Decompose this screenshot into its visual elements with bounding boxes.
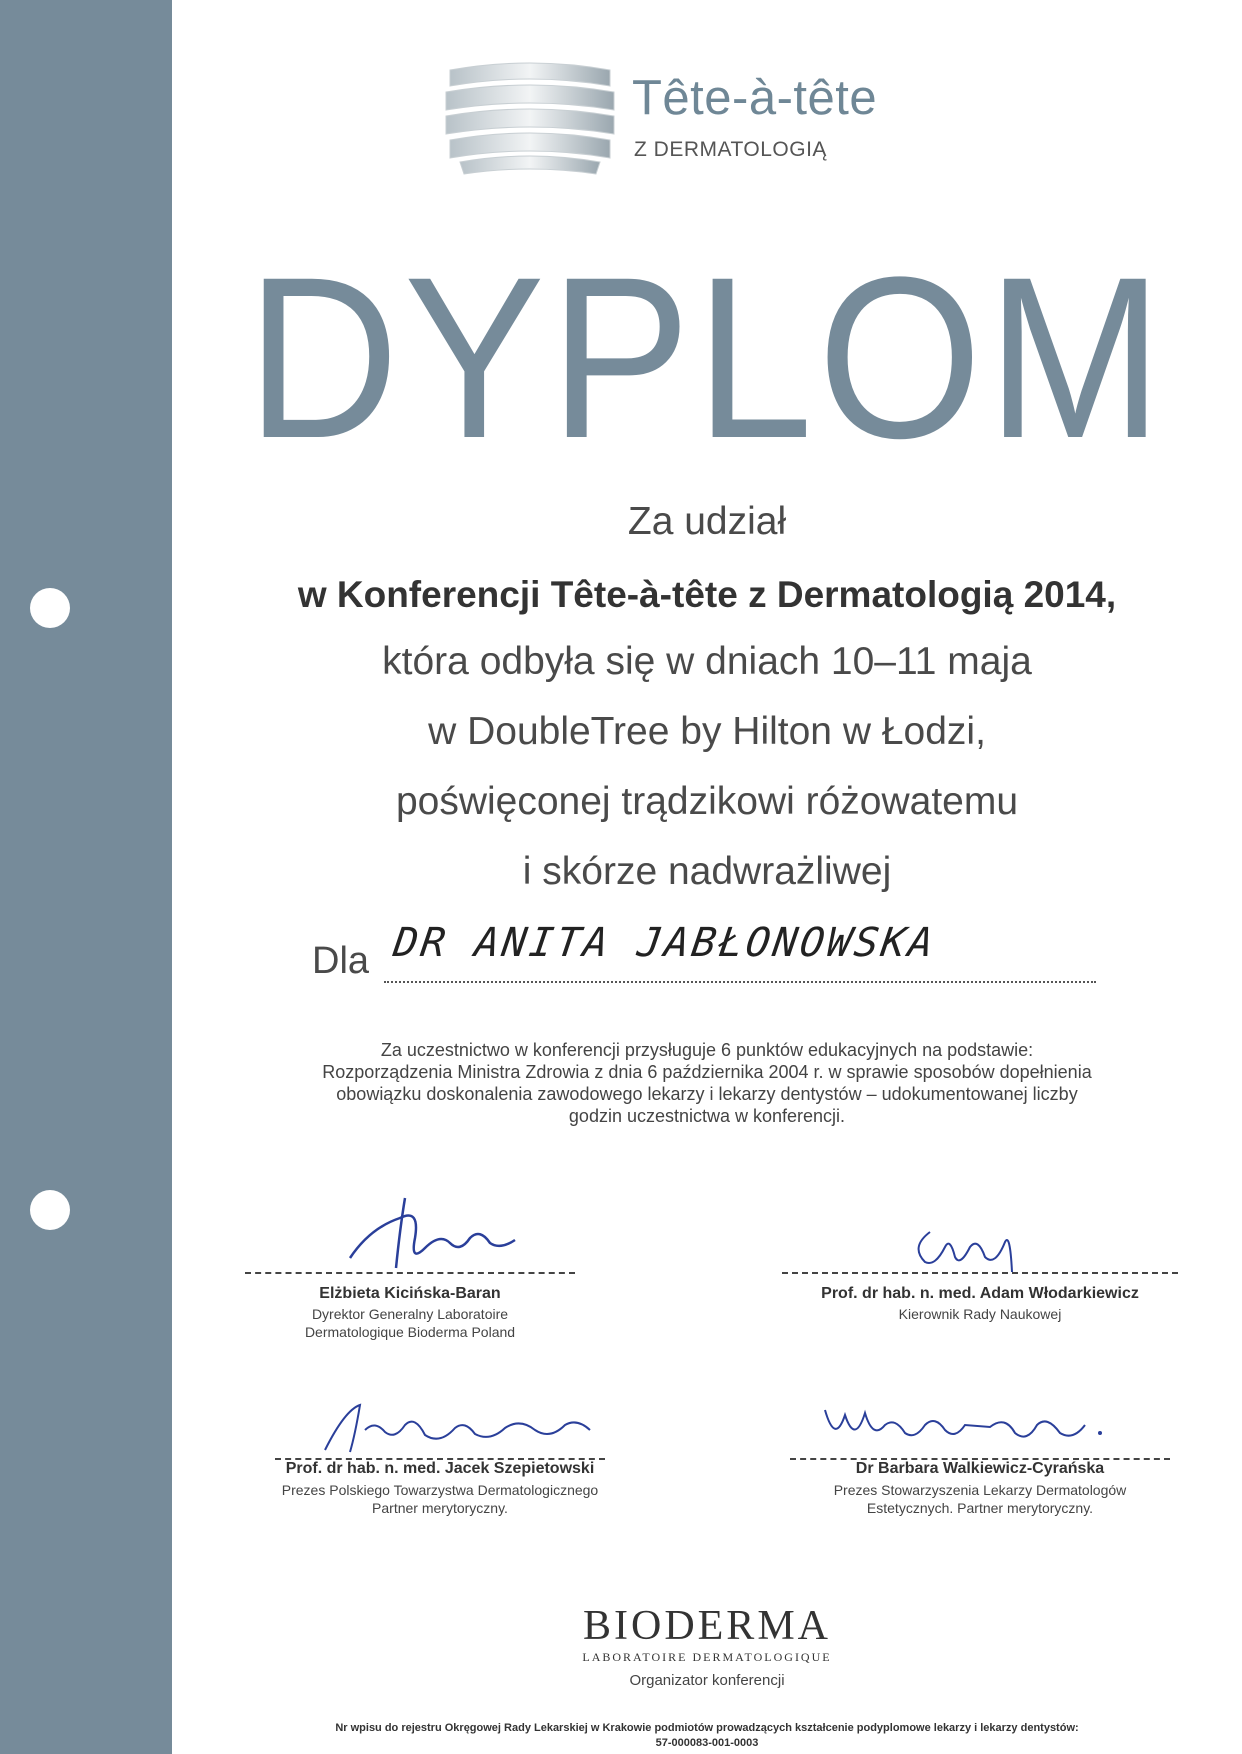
signature-line	[245, 1272, 575, 1274]
signature-szepietowski	[315, 1390, 615, 1460]
recipient-row	[312, 920, 1112, 988]
body-line-1: Za udział	[627, 500, 787, 543]
footer-registry-number: 57-000083-001-0003	[655, 1737, 759, 1749]
signatory-role: Dermatologique Bioderma Poland	[304, 1324, 516, 1340]
recipient-dotted-line	[384, 981, 1096, 983]
conference-name: w Konferencji Tête-à-tête z Dermatologią 2014,	[297, 574, 1117, 615]
logo-subtitle: Z DERMATOLOGIĄ	[634, 138, 827, 161]
signature-kicinska	[330, 1188, 530, 1273]
signatory-name: Dr Barbara Walkiewicz-Cyrańska	[855, 1460, 1105, 1477]
body-line-6: i skórze nadwrażliwej	[522, 850, 892, 893]
side-stripe	[0, 0, 172, 1754]
body-line-5: poświęconej trądzikowi różowatemu	[395, 780, 1019, 823]
signature-walkiewicz	[815, 1395, 1115, 1455]
signatory-role: Dyrektor Generalny Laboratoire	[311, 1306, 509, 1322]
note-line-4: godzin uczestnictwa w konferencji.	[568, 1106, 846, 1126]
signatory-name: Elżbieta Kicińska-Baran	[319, 1285, 501, 1302]
footer-registry-text: Nr wpisu do rejestru Okręgowej Rady Lekarskiej w Krakowie podmiotów prowadzących kształcenie podyplomowe lekarzy i lekarzy dentystów:	[335, 1722, 1079, 1734]
signatory-role: Prezes Stowarzyszenia Lekarzy Dermatologów	[833, 1482, 1127, 1498]
binder-hole	[30, 588, 70, 628]
logo-title: Tête-à-tête	[632, 71, 878, 125]
body-line-4: w DoubleTree by Hilton w Łodzi,	[428, 710, 986, 753]
recipient-label: Dla	[312, 940, 370, 982]
bioderma-tagline: LABORATOIRE DERMATOLOGIQUE	[582, 1650, 832, 1664]
signatory-name: Prof. dr hab. n. med. Adam Włodarkiewicz	[821, 1285, 1139, 1302]
bioderma-logo: BIODERMA	[582, 1603, 831, 1649]
conference-logo	[440, 58, 960, 178]
note-line-3: obowiązku doskonalenia zawodowego lekarzy i lekarzy dentystów – udokumentowanej liczby	[336, 1084, 1078, 1104]
diploma-title: DYPLOM	[246, 229, 1168, 486]
binder-hole	[30, 1190, 70, 1230]
signatory-role: Prezes Polskiego Towarzystwa Dermatologicznego	[281, 1482, 599, 1498]
note-line-1: Za uczestnictwo w konferencji przysługuje 6 punktów edukacyjnych na podstawie:	[380, 1040, 1034, 1060]
body-line-3: która odbyła się w dniach 10–11 maja	[382, 640, 1032, 683]
organizer-label: Organizator konferencji	[629, 1672, 785, 1689]
signatory-role: Estetycznych. Partner merytoryczny.	[866, 1500, 1094, 1516]
signatory-role: Partner merytoryczny.	[372, 1500, 508, 1516]
signatory-name: Prof. dr hab. n. med. Jacek Szepietowski	[285, 1460, 595, 1477]
recipient-name: DR ANITA JABŁONOWSKA	[390, 920, 939, 966]
spiral-logo-icon	[440, 58, 620, 178]
signature-line	[782, 1272, 1178, 1274]
note-line-2: Rozporządzenia Ministra Zdrowia z dnia 6 października 2004 r. w sprawie sposobów dopełnienia	[322, 1062, 1092, 1082]
signatory-role: Kierownik Rady Naukowej	[898, 1306, 1062, 1322]
